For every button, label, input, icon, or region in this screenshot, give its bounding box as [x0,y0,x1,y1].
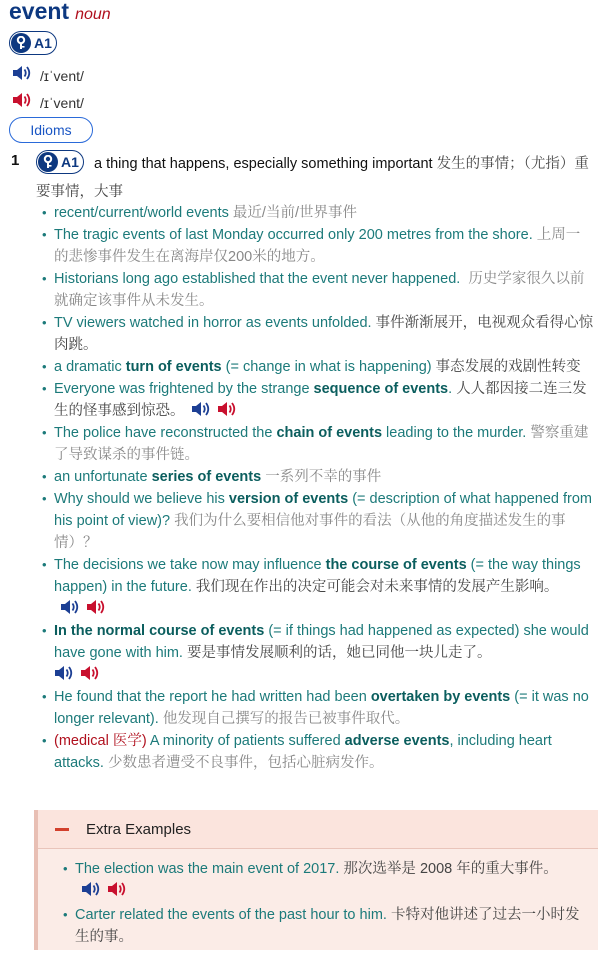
collocation: sequence of events [313,381,449,397]
example-en-post: . [448,381,453,397]
idioms-button[interactable]: Idioms [9,117,93,143]
phonetic-american: /ɪˈvent/ [40,94,84,111]
example-zh: 他发现自己撰写的报告已被事件取代。 [162,711,410,727]
pronunciation-american [12,91,84,114]
collocation: chain of events [276,425,383,441]
example-item [40,224,594,268]
sense-definition [36,150,596,206]
example-en-pre: The police have reconstructed the [54,425,277,441]
example-zh: 历史学家很久以前就确定该事件从未发生。 [54,271,585,309]
sense-level-label: A1 [61,154,79,170]
example-item [40,686,594,730]
example-en-post: , including heart attacks. [54,733,552,771]
pronunciation-british [12,64,84,87]
example-en: Carter related the events of the past hour to him. [75,907,387,923]
headword-line [9,0,111,25]
example-zh: 我们为什么要相信他对事件的看法（从他的角度描述发生的事情）？ [54,513,566,551]
example-zh: 要是事情发展顺利的话，她已同他一块儿走了。 [187,645,492,661]
part-of-speech: noun [75,6,111,23]
collocation: version of events [228,491,349,507]
extra-example-item [63,904,583,948]
speaker-british-icon[interactable] [191,400,211,418]
example-list [40,202,594,774]
example-en: The election was the main event of 2017. [75,861,340,877]
example-speakers [54,664,100,686]
level-label: A1 [34,35,52,51]
phonetic-british: /ɪˈvent/ [40,67,84,84]
example-item [40,422,594,466]
extra-examples-toggle[interactable] [38,810,598,849]
extra-examples-box [34,810,598,950]
example-item [40,488,594,554]
example-en-pre: Why should we believe his [54,491,229,507]
example-en-post: (= if things had happened as expected) she would have gone with him. [54,623,589,661]
example-zh: 上周一的悲惨事件发生在离海岸仅200米的地方。 [54,227,581,265]
example-zh: 事件渐渐展开，电视观众看得心惊肉跳。 [54,315,594,353]
speaker-american-icon[interactable] [217,400,237,418]
level-badge[interactable] [9,31,57,55]
example-en-post: (= it was no longer relevant). [54,689,589,727]
collocation: series of events [151,469,262,485]
example-en-pre: The decisions we take now may influence [54,557,326,573]
example-item [40,356,594,378]
speaker-british-icon[interactable] [54,664,74,682]
speaker-british-icon[interactable] [60,598,80,616]
speaker-american-icon[interactable] [107,880,127,898]
speaker-british-icon[interactable] [12,64,32,87]
example-zh: 一系列不幸的事件 [265,469,382,485]
example-item [40,466,594,488]
example-en-pre: an unfortunate [54,469,152,485]
example-item [40,730,594,774]
example-zh: 最近/当前/世界事件 [232,205,357,221]
speaker-american-icon[interactable] [86,598,106,616]
example-zh: 警察重建了导致谋杀的事件链。 [54,425,589,463]
example-en-pre: A minority of patients suffered [149,733,345,749]
example-speakers [54,598,106,620]
example-en-pre: a dramatic [54,359,126,375]
example-zh: 我们现在作出的决定可能会对未来事情的发展产生影响。 [195,579,559,595]
example-en-pre: He found that the report he had written had been [54,689,371,705]
example-en: recent/current/world events [54,205,229,221]
example-speakers [185,400,237,422]
collocation: overtaken by events [370,689,511,705]
headword: event [9,0,70,24]
example-en-post: (= the way things happen) in the future. [54,557,581,595]
definition-zh: 发生的事情；（尤指）重要事情，大事 [36,156,589,200]
sense-level-badge[interactable] [36,150,84,174]
example-en-pre: Everyone was frightened by the strange [54,381,314,397]
oxford-key-icon [11,33,31,53]
extra-example-list [63,858,583,950]
example-en: TV viewers watched in horror as events unfolded. [54,315,372,331]
example-speakers [75,880,127,902]
example-item [40,202,594,224]
oxford-key-icon [38,152,58,172]
speaker-american-icon[interactable] [12,91,32,114]
collocation: adverse events [344,733,450,749]
example-zh: 人人都因接二连三发生的怪事感到惊恐。 [54,381,587,419]
speaker-american-icon[interactable] [80,664,100,682]
extra-examples-title: Extra Examples [86,820,192,838]
definition-en: a thing that happens, especially something important [94,156,433,172]
collocation: In the normal course of events [54,623,265,639]
subject-label: (medical 医学) [54,733,147,749]
example-en-post: leading to the murder. [382,425,527,441]
example-en-post: (= change in what is happening) [221,359,432,375]
example-zh: 事态发展的戏剧性转变 [435,359,581,375]
example-item [40,268,594,312]
example-en-post: (= description of what happened from his point of view)? [54,491,592,529]
collocation: the course of events [325,557,467,573]
example-en: Historians long ago established that the event never happened. [54,271,461,287]
example-zh: 那次选举是 2008 年的重大事件。 [343,861,558,877]
collapse-icon [55,828,69,831]
example-item [40,378,594,422]
speaker-british-icon[interactable] [81,880,101,898]
example-en: The tragic events of last Monday occurred only 200 metres from the shore. [54,227,533,243]
example-item [40,554,594,620]
example-zh: 少数患者遭受不良事件，包括心脏病发作。 [108,755,384,771]
example-zh: 卡特对他讲述了过去一小时发生的事。 [75,907,580,945]
example-item [40,312,594,356]
sense-number: 1 [11,152,20,169]
example-item [40,620,594,686]
extra-example-item [63,858,583,902]
collocation: turn of events [125,359,222,375]
